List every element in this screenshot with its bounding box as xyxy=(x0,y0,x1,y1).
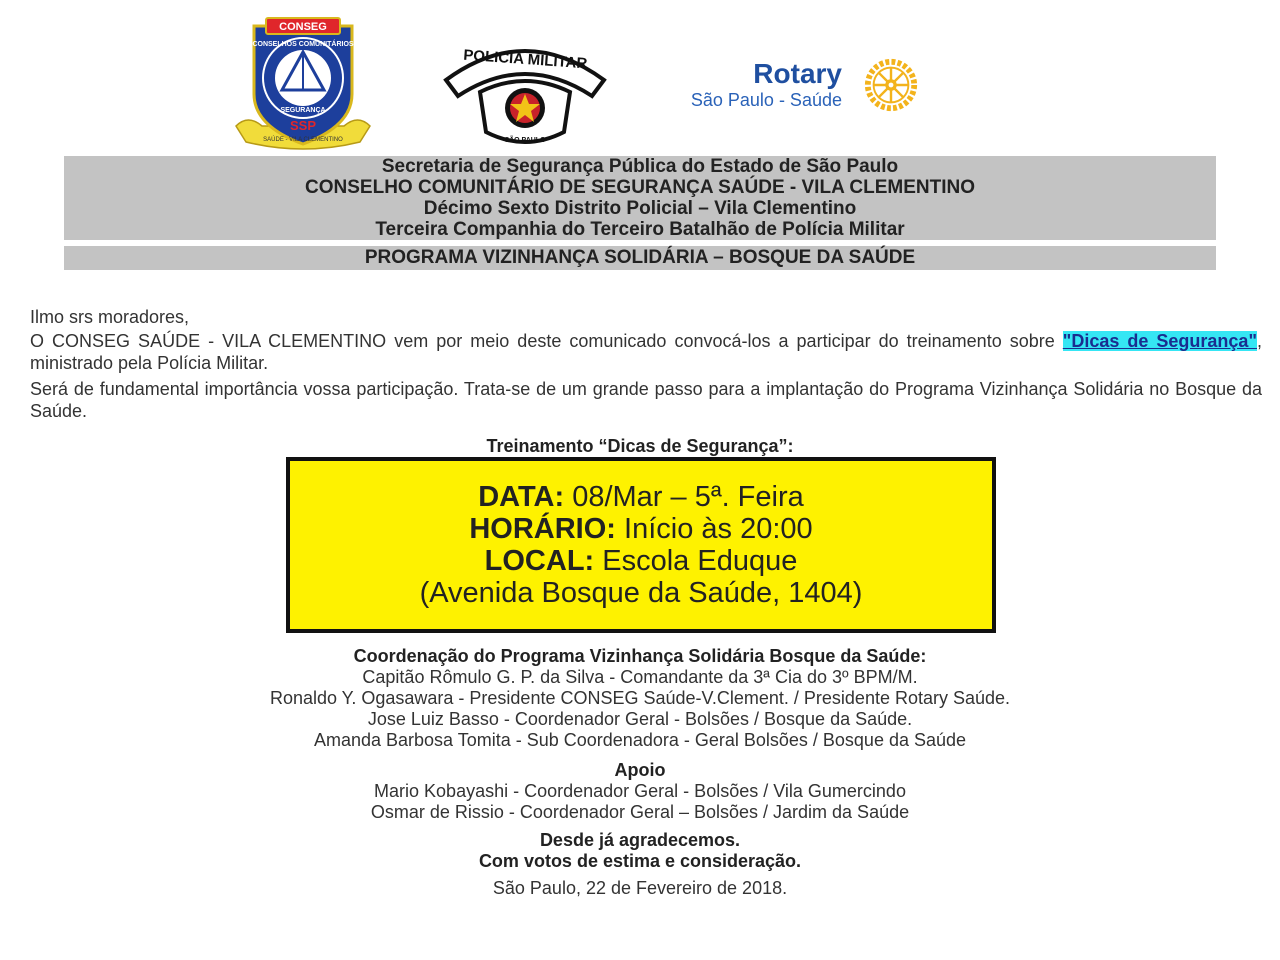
conseg-label: CONSEG xyxy=(279,21,327,33)
conseg-ring-bottom: SEGURANÇA xyxy=(280,107,326,114)
conseg-ribbon-text: SAÚDE - VILA CLEMENTINO xyxy=(263,137,343,143)
support-title: Apoio xyxy=(614,760,666,780)
coordination-member: Jose Luiz Basso - Coordenador Geral - Bolsões / Bosque da Saúde. xyxy=(367,709,913,729)
coordination-member: Amanda Barbosa Tomita - Sub Coordenadora - Geral Bolsões / Bosque da Saúde xyxy=(313,730,967,750)
para1-text: O CONSEG SAÚDE - VILA CLEMENTINO vem por meio deste comunicado convocá-los a participar do treinamento sobre xyxy=(30,331,1063,351)
time-label: HORÁRIO: xyxy=(469,513,616,545)
highlighted-topic: "Dicas de Segurança" xyxy=(1062,331,1257,351)
letter-paragraph-1 xyxy=(30,330,1262,374)
header-box xyxy=(64,156,1216,240)
date-value: 08/Mar – 5ª. Feira xyxy=(572,481,804,513)
program-title: PROGRAMA VIZINHANÇA SOLIDÁRIA – BOSQUE DA SAÚDE xyxy=(64,246,1216,270)
conseg-ring-text: CONSELHOS COMUNITÁRIOS xyxy=(252,41,354,48)
closing-date: São Paulo, 22 de Fevereiro de 2018. xyxy=(492,878,788,898)
support-member: Mario Kobayashi - Coordenador Geral - Bolsões / Vila Gumercindo xyxy=(374,781,906,801)
closing-thanks: Desde já agradecemos. xyxy=(539,830,741,850)
conseg-logo xyxy=(228,14,378,152)
event-details-box xyxy=(286,457,996,633)
header-line-companhia: Terceira Companhia do Terceiro Batalhão de Polícia Militar xyxy=(375,219,905,240)
header-line-secretaria: Secretaria de Segurança Pública do Estado de São Paulo xyxy=(381,156,899,177)
letter-paragraph-2: Será de fundamental importância vossa participação. Trata-se de um grande passo para a implantação do Programa Vizinhança Solidária no Bosque da Saúde. xyxy=(30,379,1262,421)
rotary-name: Rotary xyxy=(753,58,842,89)
rotary-subtitle: São Paulo - Saúde xyxy=(690,90,842,110)
event-date xyxy=(290,481,992,513)
support-block xyxy=(0,760,1280,823)
logo-row xyxy=(0,10,1280,150)
para1-text-end: , ministrado pela Polícia Militar. xyxy=(30,331,1262,373)
header-line-distrito: Décimo Sexto Distrito Policial – Vila Clementino xyxy=(423,198,857,219)
letter-greeting: Ilmo srs moradores, xyxy=(30,307,190,327)
date-label: DATA: xyxy=(478,481,565,513)
coordination-member: Capitão Rômulo G. P. da Silva - Comandante da 3ª Cia do 3º BPM/M. xyxy=(362,667,918,687)
event-time xyxy=(290,513,992,545)
closing-block xyxy=(0,830,1280,899)
time-value: Início às 20:00 xyxy=(624,513,813,545)
header-line-conselho: CONSELHO COMUNITÁRIO DE SEGURANÇA SAÚDE - VILA CLEMENTINO xyxy=(305,177,975,198)
rotary-logo xyxy=(662,58,932,128)
coordination-block xyxy=(0,646,1280,751)
place-label: LOCAL: xyxy=(484,545,595,577)
place-value: Escola Eduque xyxy=(602,545,798,577)
rotary-wheel-icon xyxy=(862,56,920,114)
training-title: Treinamento “Dicas de Segurança”: xyxy=(486,436,794,456)
support-member: Osmar de Rissio - Coordenador Geral – Bolsões / Jardim da Saúde xyxy=(370,802,910,822)
event-address: (Avenida Bosque da Saúde, 1404) xyxy=(419,577,863,609)
pm-title: POLICIA MILITAR xyxy=(462,46,588,73)
policia-militar-logo xyxy=(440,30,610,148)
closing-regards: Com votos de estima e consideração. xyxy=(478,851,802,871)
coordination-title: Coordenação do Programa Vizinhança Solidária Bosque da Saúde: xyxy=(353,646,927,666)
pm-bottom: SÃO PAULO xyxy=(504,137,546,144)
conseg-ssp: SSP xyxy=(289,118,317,133)
coordination-member: Ronaldo Y. Ogasawara - Presidente CONSEG Saúde-V.Clement. / Presidente Rotary Saúde. xyxy=(269,688,1011,708)
event-place xyxy=(290,545,992,577)
